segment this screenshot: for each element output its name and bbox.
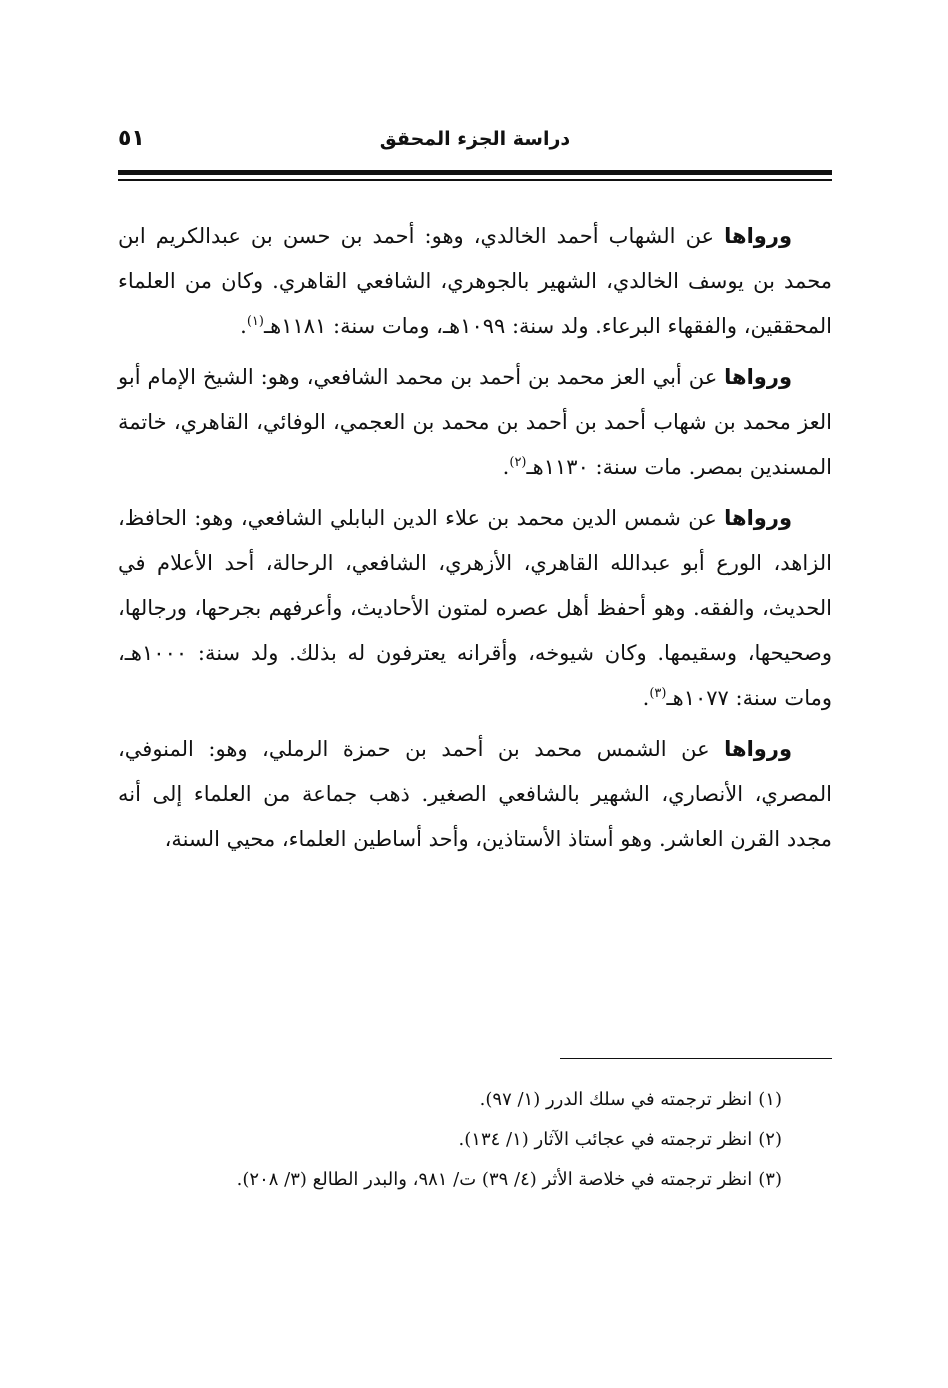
footnote xyxy=(118,1120,832,1160)
paragraph-tail: . xyxy=(240,314,247,338)
footnote-ref: (٢) xyxy=(509,455,527,470)
main-text xyxy=(118,214,832,868)
footnote-ref: (١) xyxy=(246,314,264,329)
footnotes xyxy=(118,1080,832,1200)
paragraph-tail: . xyxy=(502,455,510,479)
footnote-number: (٣) xyxy=(758,1169,782,1190)
footnote-text: انظر ترجمته في خلاصة الأثر (٤/ ٣٩) ت/ ٩٨١، والبدر الطالع (٣/ ٢٠٨). xyxy=(236,1169,753,1190)
footnote xyxy=(118,1160,832,1200)
footnote-text: انظر ترجمته في عجائب الآثار (١/ ١٣٤). xyxy=(458,1129,753,1150)
paragraph xyxy=(118,214,832,349)
header-rule-thin xyxy=(118,179,832,181)
paragraph-text: عن الشهاب أحمد الخالدي، وهو: أحمد بن حسن بن عبدالكريم ابن محمد بن يوسف الخالدي، الشهير بالجوهري، الشافعي القاهري. وكان من العلماء المحققين، والفقهاء البرعاء. ولد سنة: ١٠٩٩هـ، ومات سنة: ١١٨١هـ xyxy=(118,224,832,338)
paragraph-text: عن أبي العز محمد بن أحمد بن محمد الشافعي، وهو: الشيخ الإمام أبو العز محمد بن شهاب أحمد بن أحمد بن محمد بن العجمي، الوفائي، القاهري، خاتمة المسندين بمصر. مات سنة: ١١٣٠هـ xyxy=(118,365,832,479)
page-number: ٥١ xyxy=(118,126,145,151)
paragraph-lead: ورواها xyxy=(724,224,792,248)
paragraph-lead: ورواها xyxy=(724,737,792,761)
paragraph xyxy=(118,355,832,490)
page-header xyxy=(118,118,832,166)
paragraph-tail: . xyxy=(642,686,650,710)
footnote xyxy=(118,1080,832,1120)
paragraph xyxy=(118,496,832,721)
paragraph-lead: ورواها xyxy=(724,506,792,530)
paragraph-lead: ورواها xyxy=(724,365,792,389)
header-rule-thick xyxy=(118,170,832,175)
footnote-ref: (٣) xyxy=(649,686,667,701)
running-title: دراسة الجزء المحقق xyxy=(379,128,571,150)
footnote-number: (١) xyxy=(758,1089,782,1110)
paragraph-text: عن الشمس محمد بن أحمد بن حمزة الرملي، وهو: المنوفي، المصري، الأنصاري، الشهير بالشافعي الصغير. ذهب جماعة من العلماء إلى أنه مجدد القرن العاشر. وهو أستاذ الأستاذين، وأحد أساطين العلماء، محيي السنة، xyxy=(118,737,832,851)
paragraph-text: عن شمس الدين محمد بن علاء الدين البابلي الشافعي، وهو: الحافظ، الزاهد، الورع أبو عبدالله القاهري، الأزهري، الشافعي، الرحالة، أحد الأعلام في الحديث، والفقه. وهو أحفظ أهل عصره لمتون الأحاديث، وأعرفهم بجرحها، ورجالها، وصحيحها، وسقيمها. وكان شيوخه، وأقرانه يعترفون له بذلك. ولد سنة: ١٠٠٠هـ، ومات سنة: ١٠٧٧هـ xyxy=(118,506,832,710)
footnote-number: (٢) xyxy=(758,1129,782,1150)
footnote-separator xyxy=(560,1058,832,1059)
footnote-text: انظر ترجمته في سلك الدرر (١/ ٩٧). xyxy=(479,1089,753,1110)
paragraph xyxy=(118,727,832,862)
